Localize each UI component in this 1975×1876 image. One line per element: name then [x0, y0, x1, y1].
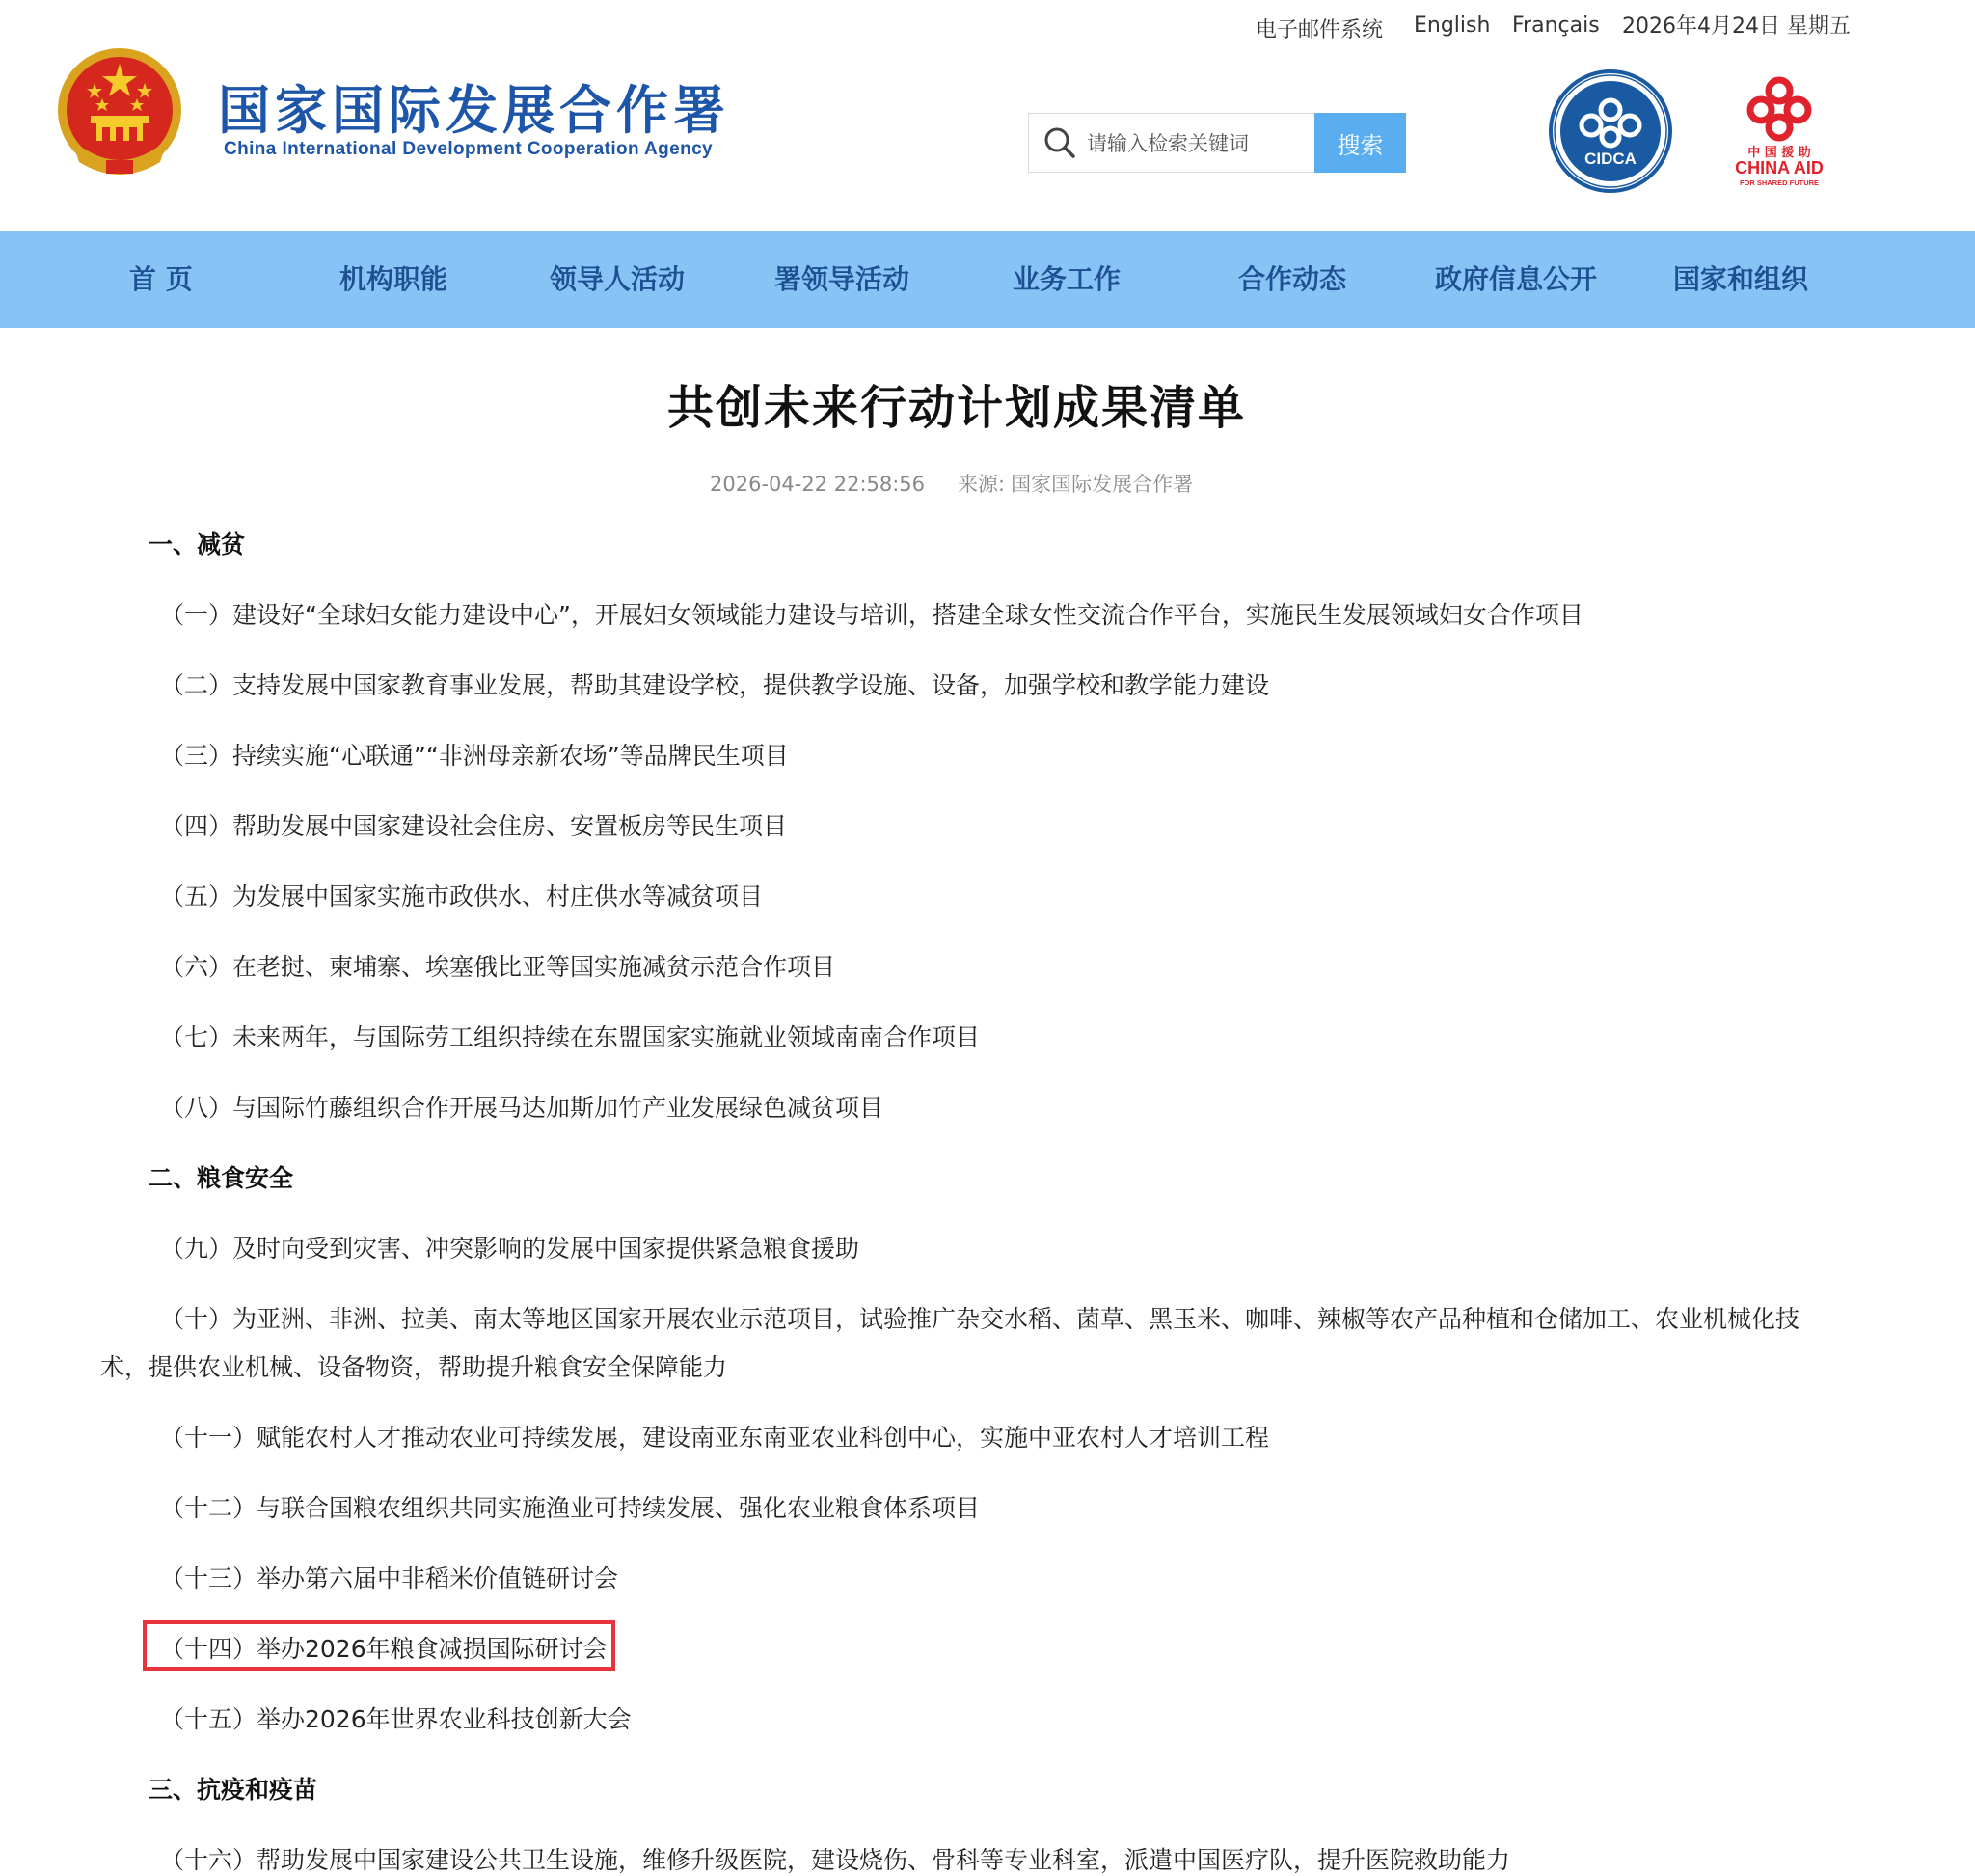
- section-heading-poverty: 一、减贫: [149, 530, 246, 558]
- site-subtitle: China International Development Cooperation Agency: [224, 139, 714, 159]
- cidca-logo-text: CIDCA: [1584, 150, 1637, 168]
- nav-item-cooperation-news[interactable]: 合作动态: [1238, 263, 1347, 295]
- list-item-continuation: 术，提供农业机械、设备物资，帮助提升粮食安全保障能力: [100, 1353, 728, 1381]
- site-title[interactable]: 国家国际发展合作署: [218, 80, 730, 141]
- list-item: （一）建设好“全球妇女能力建设中心”，开展妇女领域能力建设与培训，搭建全球女性交流合作平台，实施民生发展领域妇女合作项目: [160, 601, 1583, 629]
- search-input[interactable]: [1085, 123, 1311, 164]
- current-date: 2026年4月24日 星期五: [1622, 14, 1851, 39]
- nav-item-leader-activities[interactable]: 领导人活动: [550, 263, 686, 295]
- list-item: （十二）与联合国粮农组织共同实施渔业可持续发展、强化农业粮食体系项目: [160, 1494, 981, 1522]
- list-item: （四）帮助发展中国家建设社会住房、安置板房等民生项目: [160, 812, 788, 840]
- list-item: （八）与国际竹藤组织合作开展马达加斯加竹产业发展绿色减贫项目: [160, 1094, 884, 1122]
- article-datetime: 2026-04-22 22:58:56: [710, 473, 926, 496]
- cidca-logo-icon[interactable]: [1549, 69, 1672, 193]
- search-button[interactable]: 搜索: [1314, 113, 1406, 173]
- section-heading-epidemic-vaccine: 三、抗疫和疫苗: [149, 1776, 318, 1804]
- china-aid-logo-cn: 中 国 援 助: [1747, 146, 1811, 160]
- nav-item-home[interactable]: 首 页: [129, 263, 193, 295]
- list-item: （十六）帮助发展中国家建设公共卫生设施，维修升级医院，建设烧伤、骨科等专业科室，派遣中国医疗队，提升医院救助能力: [160, 1846, 1511, 1874]
- list-item: （十一）赋能农村人才推动农业可持续发展，建设南亚东南亚农业科创中心，实施中亚农村人才培训工程: [160, 1424, 1270, 1452]
- search-box: [1028, 113, 1406, 173]
- list-item: （七）未来两年，与国际劳工组织持续在东盟国家实施就业领域南南合作项目: [160, 1023, 981, 1051]
- site-header: [0, 0, 1975, 231]
- list-item: （十）为亚洲、非洲、拉美、南太等地区国家开展农业示范项目，试验推广杂交水稻、菌草、黑玉米、咖啡、辣椒等农产品种植和仓储加工、农业机械化技: [160, 1305, 1800, 1333]
- china-aid-logo-tagline: FOR SHARED FUTURE: [1739, 178, 1820, 187]
- list-item: （五）为发展中国家实施市政供水、村庄供水等减贫项目: [160, 883, 764, 911]
- article-source: 国家国际发展合作署: [1011, 473, 1194, 496]
- email-system-link[interactable]: 电子邮件系统: [1256, 18, 1384, 42]
- list-item: （六）在老挝、柬埔寨、埃塞俄比亚等国实施减贫示范合作项目: [160, 953, 836, 981]
- china-aid-logo-text: CHINA AID: [1735, 158, 1824, 177]
- national-emblem-icon[interactable]: [54, 46, 185, 181]
- list-item: （十三）举办第六届中非稻米价值链研讨会: [160, 1564, 619, 1592]
- article-title: 共创未来行动计划成果清单: [666, 381, 1246, 435]
- list-item: （三）持续实施“心联通”“非洲母亲新农场”等品牌民生项目: [160, 742, 789, 770]
- french-link[interactable]: Français: [1512, 14, 1600, 38]
- article-meta: [710, 469, 1226, 498]
- nav-item-agency-leader-activities[interactable]: 署领导活动: [774, 263, 910, 295]
- main-nav: [0, 231, 1975, 328]
- nav-item-countries-orgs[interactable]: 国家和组织: [1673, 263, 1809, 295]
- nav-item-gov-info[interactable]: 政府信息公开: [1435, 263, 1598, 295]
- search-icon: [1042, 125, 1077, 160]
- english-link[interactable]: English: [1414, 14, 1491, 38]
- list-item-highlighted: （十四）举办2026年粮食减损国际研讨会: [160, 1635, 608, 1663]
- list-item: （二）支持发展中国家教育事业发展，帮助其建设学校，提供教学设施、设备，加强学校和教学能力建设: [160, 671, 1270, 699]
- list-item: （九）及时向受到灾害、冲突影响的发展中国家提供紧急粮食援助: [160, 1235, 860, 1263]
- article-source-label: 来源:: [958, 473, 1006, 496]
- section-heading-food-security: 二、粮食安全: [149, 1164, 294, 1192]
- china-aid-logo-icon[interactable]: [1726, 73, 1832, 193]
- nav-item-business[interactable]: 业务工作: [1013, 263, 1122, 295]
- nav-item-functions[interactable]: 机构职能: [339, 263, 448, 295]
- list-item: （十五）举办2026年世界农业科技创新大会: [160, 1705, 632, 1733]
